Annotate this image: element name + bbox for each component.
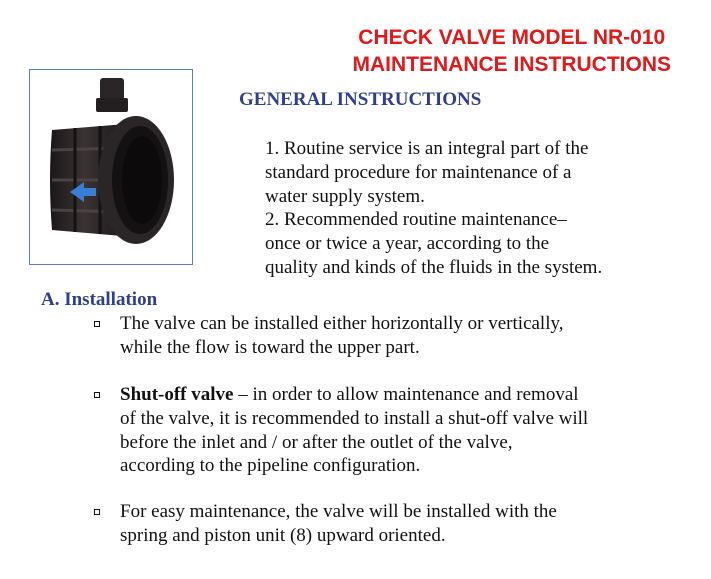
bullet-line: before the inlet and / or after the outlet of the valve, <box>120 431 513 453</box>
bullet-line: For easy maintenance, the valve will be installed with the <box>120 501 557 522</box>
square-bullet-icon <box>94 321 100 327</box>
bullet-bold-lead: Shut-off valve <box>120 384 234 405</box>
installation-bullet <box>120 500 557 548</box>
valve-top-housing <box>96 98 128 112</box>
square-bullet-icon <box>94 392 100 398</box>
bullet-line: spring and piston unit (8) upward oriented. <box>120 524 446 546</box>
general-line: standard procedure for maintenance of a <box>265 161 572 183</box>
general-instructions-heading: GENERAL INSTRUCTIONS <box>239 89 482 110</box>
general-instructions-text <box>265 137 602 280</box>
installation-bullet <box>120 312 564 360</box>
document-title <box>353 24 672 78</box>
general-line: once or twice a year, according to the <box>265 233 550 255</box>
general-line: 1. Routine service is an integral part of the <box>265 138 589 159</box>
bullet-line: according to the pipeline configuration. <box>120 455 421 477</box>
title-line-2: MAINTENANCE INSTRUCTIONS <box>352 53 671 76</box>
installation-bullet <box>120 383 588 478</box>
bullet-lead-rest: – in order to allow maintenance and removal <box>233 384 579 405</box>
general-line: 2. Recommended routine maintenance– <box>265 209 567 231</box>
bullet-line: while the flow is toward the upper part. <box>120 336 420 358</box>
general-line: quality and kinds of the fluids in the system. <box>265 256 603 278</box>
bullet-lead-line <box>120 383 588 407</box>
general-line: water supply system. <box>265 185 425 207</box>
installation-heading: A. Installation <box>41 289 158 310</box>
check-valve-illustration <box>30 70 192 264</box>
valve-bore <box>122 136 162 224</box>
bullet-line: The valve can be installed either horizontally or vertically, <box>120 313 564 334</box>
title-line-1: CHECK VALVE MODEL NR-010 <box>358 26 666 49</box>
bullet-line: of the valve, it is recommended to install a shut-off valve will <box>120 407 589 429</box>
square-bullet-icon <box>94 509 100 515</box>
valve-photo <box>29 69 193 265</box>
